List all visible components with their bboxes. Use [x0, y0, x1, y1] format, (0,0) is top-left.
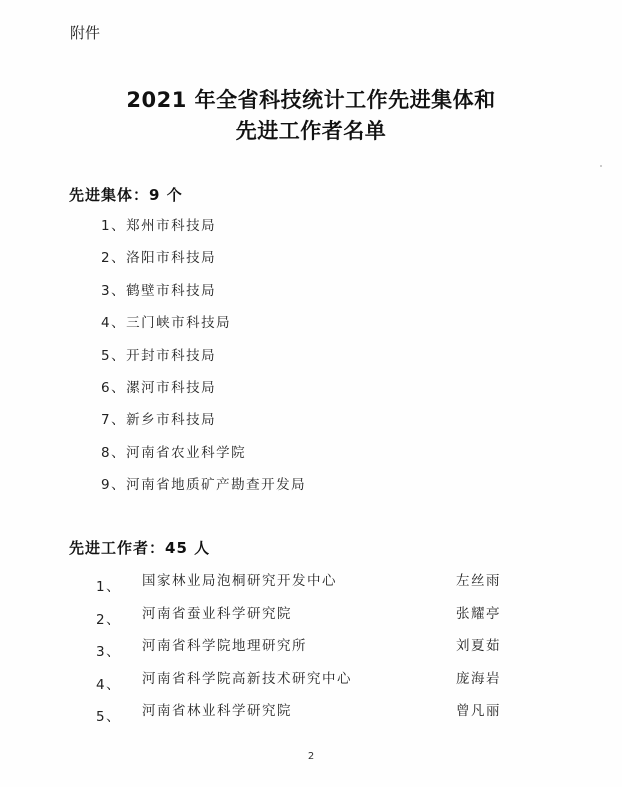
document-title-line-2: 先进工作者名单	[235, 119, 387, 143]
list-item: 4、三门峡市科技局	[101, 315, 232, 332]
advanced-groups-heading	[69, 184, 183, 205]
list-item: 7、新乡市科技局	[101, 412, 217, 429]
advanced-workers-heading	[69, 537, 210, 558]
row-person-name: 庞海岩	[456, 670, 501, 687]
advanced-groups-heading-separator: ：	[133, 186, 150, 204]
row-unit: 河南省蚕业科学研究院	[142, 605, 292, 622]
advanced-workers-heading-separator: ：	[149, 539, 166, 557]
advanced-groups-count: 9 个	[149, 186, 183, 204]
row-person-name: 左丝雨	[456, 573, 501, 589]
row-unit: 河南省林业科学研究院	[142, 703, 292, 719]
row-number: 1、	[96, 579, 122, 595]
advanced-groups-heading-text: 先进集体	[69, 186, 134, 204]
row-person-name: 曾凡丽	[456, 703, 501, 719]
list-item: 5、开封市科技局	[101, 347, 217, 364]
advanced-workers-count: 45 人	[165, 539, 211, 557]
list-item: 8、河南省农业科学院	[101, 444, 247, 461]
row-number: 4、	[96, 676, 122, 693]
list-item: 2、洛阳市科技局	[101, 250, 217, 267]
table-row	[0, 600, 622, 633]
row-unit: 河南省科学院地理研究所	[142, 638, 307, 654]
row-number: 5、	[96, 709, 122, 725]
advanced-groups-list	[101, 216, 306, 508]
row-person-name: 刘夏茹	[456, 638, 501, 654]
list-item: 6、漯河市科技局	[101, 379, 217, 396]
list-item: 1、郑州市科技局	[101, 218, 217, 234]
row-number: 3、	[96, 644, 122, 660]
row-unit: 河南省科学院高新技术研究中心	[142, 670, 352, 687]
row-person-name: 张耀亭	[456, 605, 501, 622]
table-row	[0, 665, 622, 698]
row-number: 2、	[96, 611, 122, 628]
advanced-workers-heading-text: 先进工作者	[69, 539, 150, 557]
scan-speck	[600, 165, 602, 167]
page-number: 2	[307, 751, 315, 762]
advanced-workers-table	[0, 567, 622, 730]
table-row	[0, 697, 622, 730]
attachment-label: 附件	[70, 24, 101, 42]
document-title-line-1: 2021 年全省科技统计工作先进集体和	[126, 88, 496, 112]
table-row	[0, 632, 622, 665]
list-item: 3、鹤壁市科技局	[101, 282, 217, 299]
list-item: 9、河南省地质矿产勘查开发局	[101, 477, 307, 494]
table-row	[0, 567, 622, 600]
row-unit: 国家林业局泡桐研究开发中心	[142, 573, 337, 589]
